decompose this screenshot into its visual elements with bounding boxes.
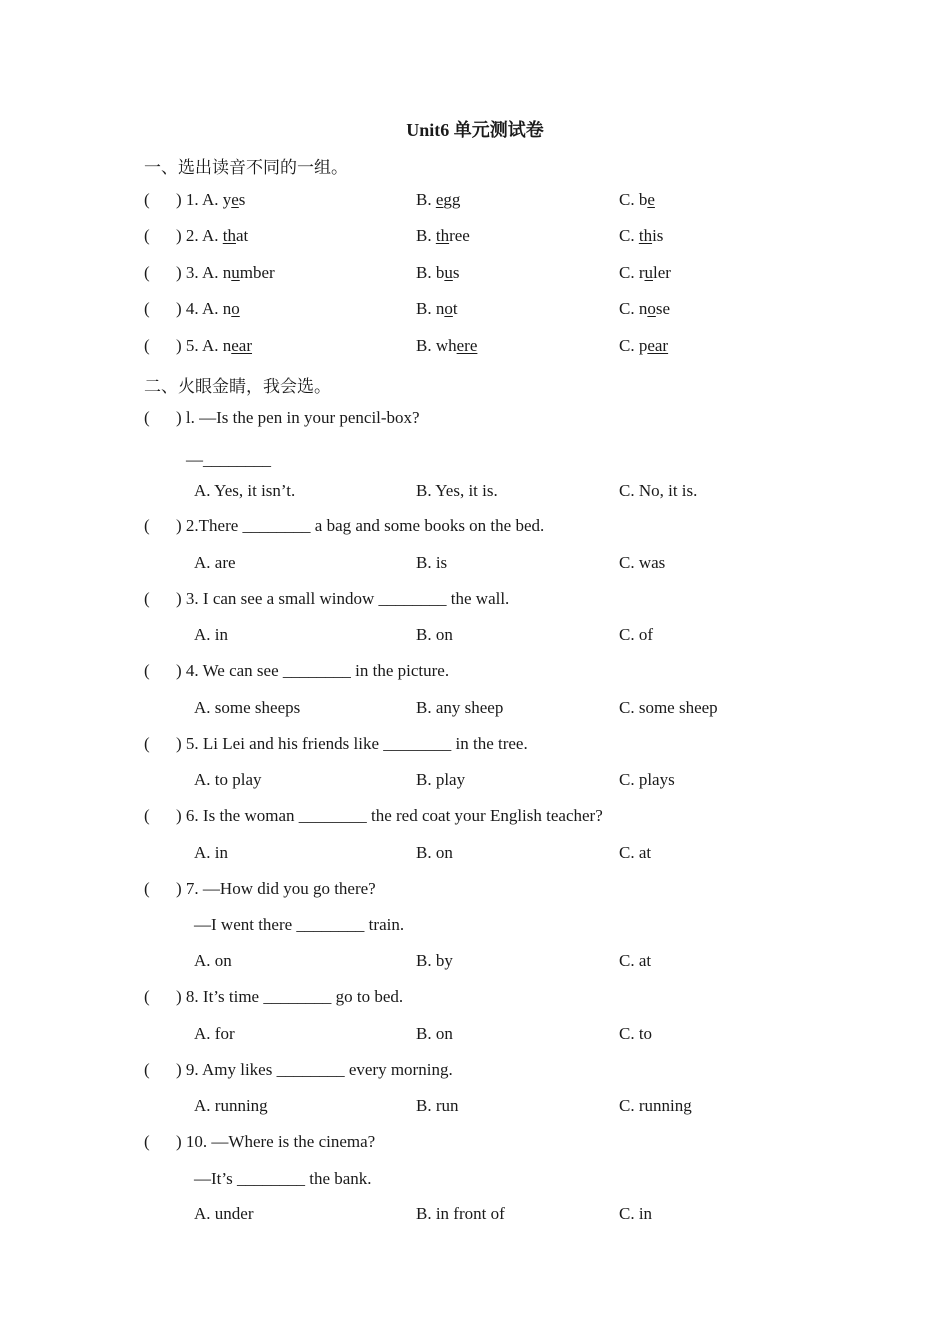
answer-blank[interactable]: ( [144, 734, 150, 753]
option-b[interactable]: B. on [416, 1024, 453, 1043]
answer-blank[interactable]: ( [144, 336, 150, 355]
option-a[interactable]: A. Yes, it isn’t. [194, 481, 296, 500]
option-c [619, 190, 655, 210]
answer-blank[interactable]: ( [144, 1132, 150, 1151]
text-part: ree [449, 226, 470, 245]
text-part: B. b [416, 263, 445, 282]
answer-blank[interactable]: ( [144, 987, 150, 1006]
option-c-text [619, 299, 670, 318]
text-part: C. r [619, 263, 645, 282]
answer-blank[interactable]: ( [144, 263, 150, 282]
question-stem: ) 6. Is the woman ________ the red coat your English teacher? [176, 806, 603, 825]
question-stem: ) 9. Amy likes ________ every morning. [176, 1060, 453, 1079]
text-part: n [222, 336, 232, 355]
answer-blank[interactable]: ( [144, 516, 150, 535]
option-c[interactable]: C. No, it is. [619, 481, 698, 500]
question-row [144, 806, 603, 826]
question-row [144, 190, 245, 210]
text-part: C. p [619, 336, 648, 355]
question-row [144, 336, 252, 356]
question-row [144, 879, 376, 899]
question-row [144, 263, 275, 283]
response-line: —It’s ________ the bank. [194, 1169, 372, 1188]
underlined-letters: th [638, 226, 653, 245]
option-a [223, 190, 246, 209]
text-part: mber [239, 263, 275, 282]
option-b-text [416, 226, 470, 245]
text-part: B. wh [416, 336, 457, 355]
text-part: C. b [619, 190, 648, 209]
question-row [144, 1060, 453, 1080]
underlined-letters: o [444, 299, 453, 318]
question-stem: ) 3. I can see a small window ________ the wall. [176, 589, 510, 608]
question-stem: ) 7. —How did you go there? [176, 879, 376, 898]
text-part: B. [416, 190, 436, 209]
question-number: ) 1. A. [176, 190, 223, 209]
underlined-letters: e [435, 190, 444, 209]
text-part: C. n [619, 299, 648, 318]
option-a [223, 226, 249, 245]
option-a [223, 263, 275, 282]
option-c[interactable]: C. running [619, 1096, 692, 1115]
option-c-text [619, 190, 655, 209]
answer-blank[interactable]: ( [144, 299, 150, 318]
option-a[interactable]: A. running [194, 1096, 268, 1115]
option-c[interactable]: C. at [619, 951, 652, 970]
question-row [144, 226, 248, 246]
option-b [416, 226, 470, 246]
option-b [416, 299, 458, 319]
option-a [223, 299, 240, 318]
option-a [223, 336, 252, 355]
text-part: B. [416, 226, 436, 245]
question-number: ) 5. A. [176, 336, 223, 355]
option-b[interactable]: B. in front of [416, 1204, 505, 1223]
option-c-text [619, 263, 671, 282]
underlined-letters: u [231, 263, 240, 282]
option-b-text [416, 190, 460, 209]
option-c[interactable]: C. plays [619, 770, 675, 789]
option-b [416, 190, 460, 210]
answer-blank[interactable]: ( [144, 661, 150, 680]
option-a[interactable]: A. under [194, 1204, 254, 1223]
underlined-letters: e [231, 190, 239, 209]
question-row [144, 987, 403, 1007]
question-number: ) 2. A. [176, 226, 223, 245]
option-b [416, 263, 459, 283]
option-c [619, 336, 668, 356]
text-part: at [235, 226, 249, 245]
option-b [416, 336, 477, 356]
question-row [144, 589, 509, 609]
section2-heading: 二、火眼金睛，我会选。 [144, 377, 331, 396]
question-row [144, 299, 240, 319]
question-stem: ) l. —Is the pen in your pencil-box? [176, 408, 420, 427]
answer-blank[interactable]: ( [144, 1060, 150, 1079]
option-c[interactable]: C. to [619, 1024, 653, 1043]
option-a[interactable]: A. to play [194, 770, 262, 789]
option-a[interactable]: A. are [194, 553, 236, 572]
question-stem: ) 5. Li Lei and his friends like ________ in the tree. [176, 734, 528, 753]
text-part: n [222, 299, 232, 318]
answer-blank[interactable]: ( [144, 226, 150, 245]
response-line: —I went there ________ train. [194, 915, 405, 934]
option-c [619, 299, 670, 319]
option-a[interactable]: A. on [194, 951, 232, 970]
option-a[interactable]: A. for [194, 1024, 235, 1043]
question-row [144, 408, 420, 428]
text-part: C. [619, 226, 639, 245]
underlined-letters: ear [647, 336, 669, 355]
question-row [144, 516, 544, 536]
underlined-letters: u [444, 263, 453, 282]
question-number: ) 3. A. [176, 263, 223, 282]
underlined-letters: o [647, 299, 656, 318]
text-part: se [655, 299, 671, 318]
option-c-text [619, 226, 663, 245]
option-b[interactable]: B. by [416, 951, 453, 970]
answer-blank[interactable]: ( [144, 190, 150, 209]
text-part: t [452, 299, 458, 318]
text-part: is [652, 226, 664, 245]
answer-blank[interactable]: ( [144, 806, 150, 825]
question-row [144, 1132, 375, 1152]
answer-blank[interactable]: ( [144, 879, 150, 898]
option-c[interactable]: C. was [619, 553, 666, 572]
option-b-text [416, 263, 459, 282]
option-c [619, 226, 663, 246]
option-a[interactable]: A. in [194, 625, 228, 644]
underlined-letters: th [435, 226, 450, 245]
text-part: gg [443, 190, 461, 209]
text-part: ler [653, 263, 671, 282]
option-c[interactable]: C. of [619, 625, 653, 644]
text-part: s [452, 263, 460, 282]
answer-blank[interactable]: ( [144, 589, 150, 608]
option-b[interactable]: B. on [416, 843, 453, 862]
option-b-text [416, 299, 458, 318]
option-b[interactable]: B. on [416, 625, 453, 644]
underlined-letters: th [222, 226, 236, 245]
answer-blank[interactable]: ( [144, 408, 150, 427]
option-c-text [619, 336, 668, 355]
underlined-letters: o [231, 299, 240, 318]
underlined-letters: ear [231, 336, 253, 355]
question-stem: ) 10. —Where is the cinema? [176, 1132, 376, 1151]
text-part: B. n [416, 299, 445, 318]
option-c[interactable]: C. in [619, 1204, 653, 1223]
page-title: Unit6 单元测试卷 [406, 120, 544, 140]
option-b[interactable]: B. play [416, 770, 466, 789]
option-b[interactable]: B. Yes, it is. [416, 481, 498, 500]
option-c[interactable]: C. at [619, 843, 652, 862]
option-b[interactable]: B. run [416, 1096, 459, 1115]
underlined-letters: u [644, 263, 653, 282]
response-line: —________ [186, 450, 271, 469]
question-stem: ) 2.There ________ a bag and some books on the bed. [176, 516, 545, 535]
question-number: ) 4. A. [176, 299, 223, 318]
text-part: y [222, 190, 232, 209]
option-b-text [416, 336, 477, 355]
option-b[interactable]: B. any sheep [416, 698, 504, 717]
underlined-letters: ere [456, 336, 478, 355]
question-row [144, 734, 528, 754]
option-c [619, 263, 671, 283]
option-a[interactable]: A. in [194, 843, 228, 862]
question-row [144, 661, 449, 681]
text-part: n [222, 263, 232, 282]
question-stem: ) 8. It’s time ________ go to bed. [176, 987, 404, 1006]
underlined-letters: e [647, 190, 655, 209]
option-a[interactable]: A. some sheeps [194, 698, 301, 717]
question-stem: ) 4. We can see ________ in the picture. [176, 661, 450, 680]
option-c[interactable]: C. some sheep [619, 698, 718, 717]
option-b[interactable]: B. is [416, 553, 448, 572]
section1-heading: 一、选出读音不同的一组。 [144, 158, 348, 177]
text-part: s [238, 190, 246, 209]
